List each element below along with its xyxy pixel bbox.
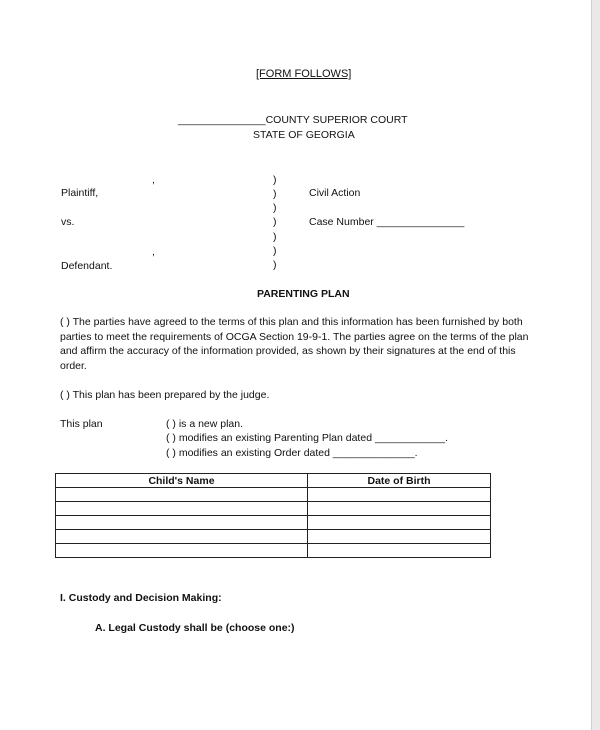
caption-bracket: ) [273,245,277,257]
caption-bracket: ) [273,216,277,228]
table-row [56,530,491,544]
state-label: STATE OF GEORGIA [253,129,355,141]
child-dob-cell [308,544,491,558]
caption-bracket: ) [273,174,277,186]
caption-bracket: ) [273,259,277,271]
versus-label: vs. [61,216,75,228]
table-row [56,488,491,502]
defendant-label: Defendant. [61,260,113,272]
child-dob-cell [308,516,491,530]
agreement-line: and affirm the accuracy of the information provided, as shown by their signatures at the end of this [60,345,516,358]
caption-bracket: ) [273,188,277,200]
agreement-paragraph [60,315,555,373]
defendant-name-comma: , [152,246,155,258]
child-dob-cell [308,502,491,516]
child-dob-cell [308,530,491,544]
caption-bracket: ) [273,202,277,214]
table-header-row [56,474,491,488]
child-name-cell [56,530,308,544]
agreement-line: ( ) The parties have agreed to the terms of this plan and this information has been furnished by both [60,316,523,328]
agreement-line: parties to meet the requirements of OCGA Section 19-9-1. The parties agree on the terms of the plan [60,330,529,343]
caption-bracket: ) [273,231,277,243]
childs-name-header: Child's Name [56,474,308,488]
table-row [56,516,491,530]
modifies-parenting-plan-option: ( ) modifies an existing Parenting Plan dated ____________. [166,432,448,444]
judge-prepared-option: ( ) This plan has been prepared by the judge. [60,389,270,401]
children-table [55,473,491,558]
custody-section-heading: I. Custody and Decision Making: [60,592,222,604]
civil-action-label: Civil Action [309,187,361,199]
court-name-line: _______________COUNTY SUPERIOR COURT [178,114,408,126]
plaintiff-name-comma: , [152,174,155,186]
new-plan-option: ( ) is a new plan. [166,418,244,430]
agreement-line: order. [60,359,87,372]
table-row [56,502,491,516]
child-dob-cell [308,488,491,502]
child-name-cell [56,544,308,558]
plan-title: PARENTING PLAN [257,288,350,300]
this-plan-label: This plan [60,418,103,430]
child-name-cell [56,516,308,530]
modifies-order-option: ( ) modifies an existing Order dated ______________. [166,447,418,459]
case-number-field: Case Number _______________ [309,216,465,228]
form-follows-label: [FORM FOLLOWS] [256,68,352,80]
legal-custody-subheading: A. Legal Custody shall be (choose one:) [95,622,295,634]
child-name-cell [56,502,308,516]
date-of-birth-header: Date of Birth [308,474,491,488]
plaintiff-label: Plaintiff, [61,187,99,199]
child-name-cell [56,488,308,502]
table-row [56,544,491,558]
